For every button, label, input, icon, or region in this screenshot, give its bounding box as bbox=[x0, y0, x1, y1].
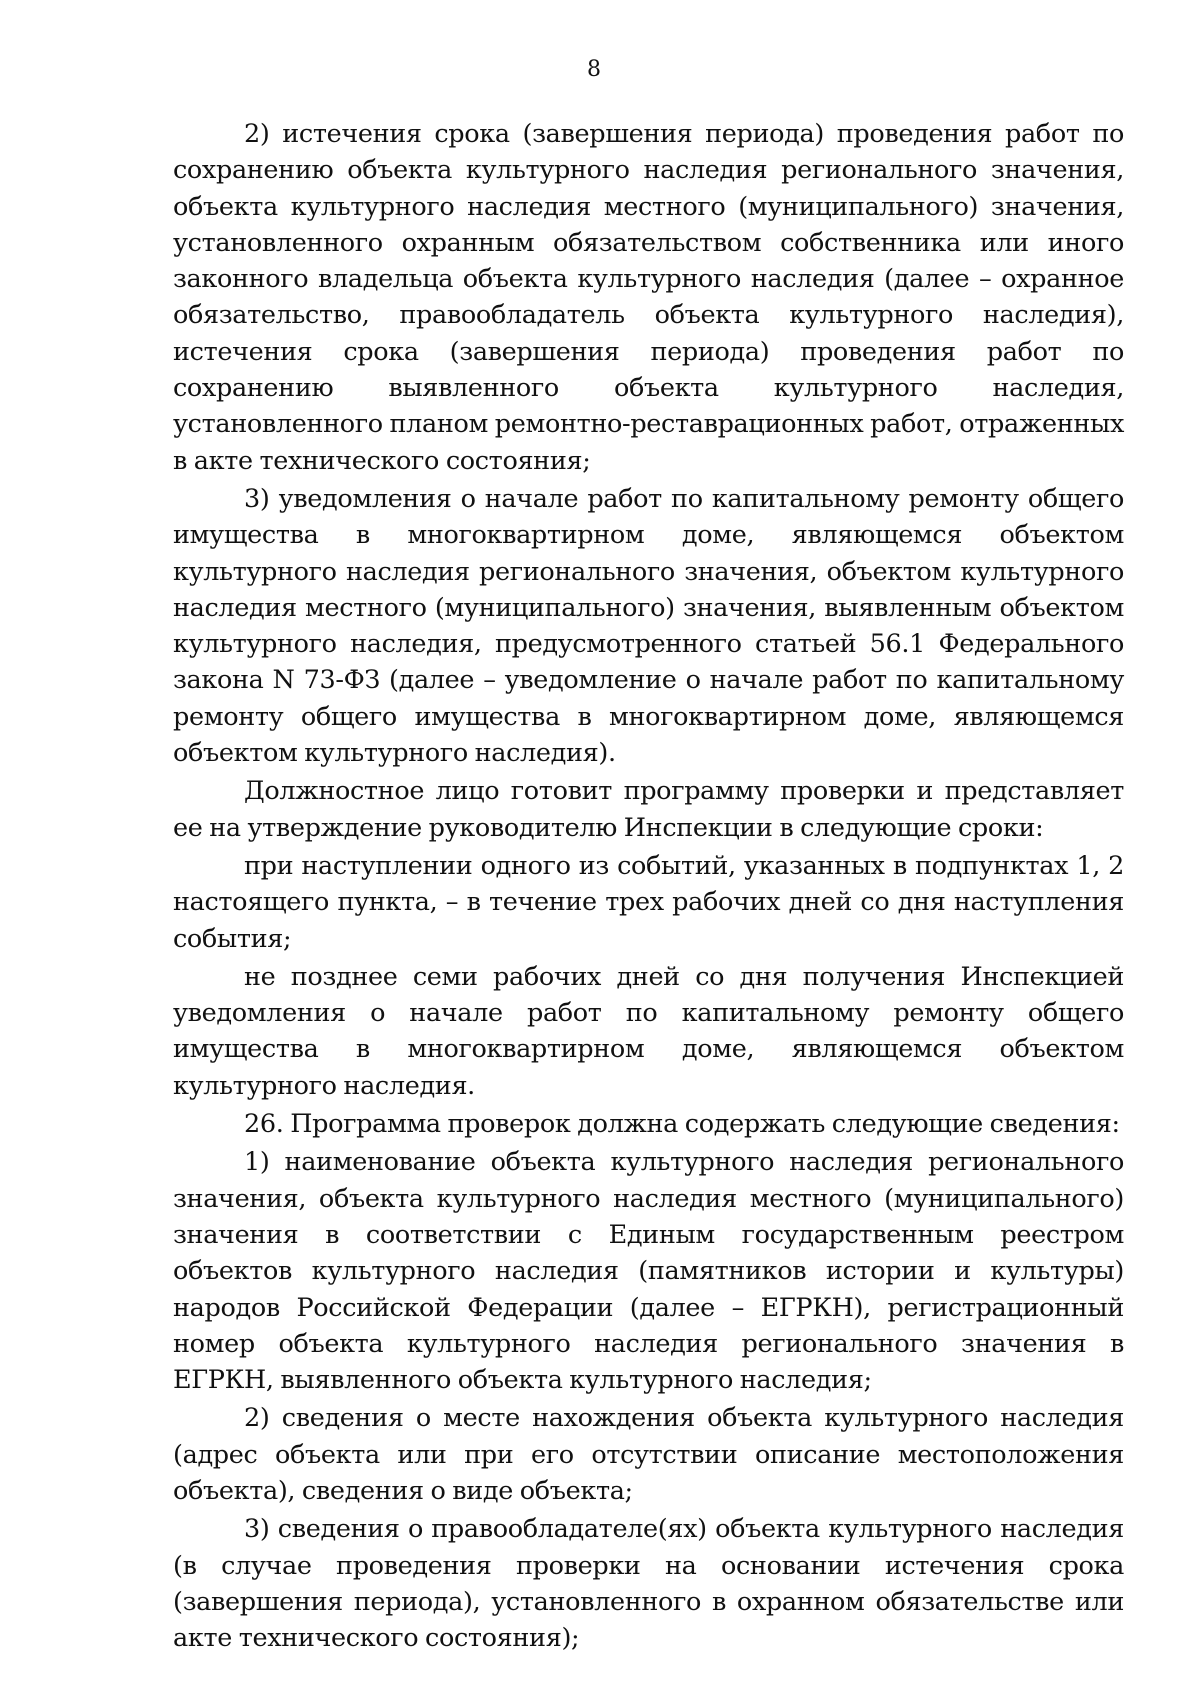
paragraph-official-prepares-program: Должностное лицо готовит программу проверки и представляет ее на утверждение руководителю Инспекции в следующие сроки: bbox=[173, 776, 1124, 843]
paragraph-item-3: 3) уведомления о начале работ по капитальному ремонту общего имущества в многоквартирном доме, являющемся объектом культурного наследия регионального значения, объектом культурного наследия местного (муниципального) значения, выявленным объектом культурного наследия, предусмотренного статьей 56.1 Федерального закона N 73-ФЗ (далее – уведомление о начале работ по капитальному ремонту общего имущества в многоквартирном доме, являющемся объектом культурного наследия). bbox=[173, 483, 1124, 769]
paragraph-26-item-1: 1) наименование объекта культурного наследия регионального значения, объекта культурного наследия местного (муниципального) значения в соответствии с Единым государственным реестром объектов культурного наследия (памятников истории и культуры) народов Российской Федерации (далее – ЕГРКН), регистрационный номер объекта культурного наследия регионального значения в ЕГРКН, выявленного объекта культурного наследия; bbox=[173, 1147, 1124, 1396]
paragraph-26-item-3: 3) сведения о правообладателе(ях) объекта культурного наследия (в случае проведения проверки на основании истечения срока (завершения периода), установленного в охранном обязательстве или акте технического состояния); bbox=[173, 1514, 1124, 1654]
paragraph-deadline-notice: не позднее семи рабочих дней со дня получения Инспекцией уведомления о начале работ по капитальному ремонту общего имущества в многоквартирном доме, являющемся объектом культурного наследия. bbox=[173, 961, 1124, 1101]
paragraph-deadline-events: при наступлении одного из событий, указанных в подпунктах 1, 2 настоящего пункта, – в течение трех рабочих дней со дня наступления события; bbox=[173, 850, 1124, 954]
paragraph-26-item-2: 2) сведения о месте нахождения объекта культурного наследия (адрес объекта или при его отсутствии описание местоположения объекта), сведения о виде объекта; bbox=[173, 1403, 1124, 1506]
document-body bbox=[173, 116, 1124, 1658]
paragraph-section-26: 26. Программа проверок должна содержать следующие сведения: bbox=[244, 1109, 1120, 1140]
page-number: 8 bbox=[587, 57, 601, 82]
paragraph-item-2: 2) истечения срока (завершения периода) проведения работ по сохранению объекта культурного наследия регионального значения, объекта культурного наследия местного (муниципального) значения, установленного охранным обязательством собственника или иного законного владельца объекта культурного наследия (далее – охранное обязательство, правообладатель объекта культурного наследия), истечения срока (завершения периода) проведения работ по сохранению выявленного объекта культурного наследия, установленного планом ремонтно-реставрационных работ, отраженных в акте технического состояния; bbox=[173, 119, 1124, 476]
